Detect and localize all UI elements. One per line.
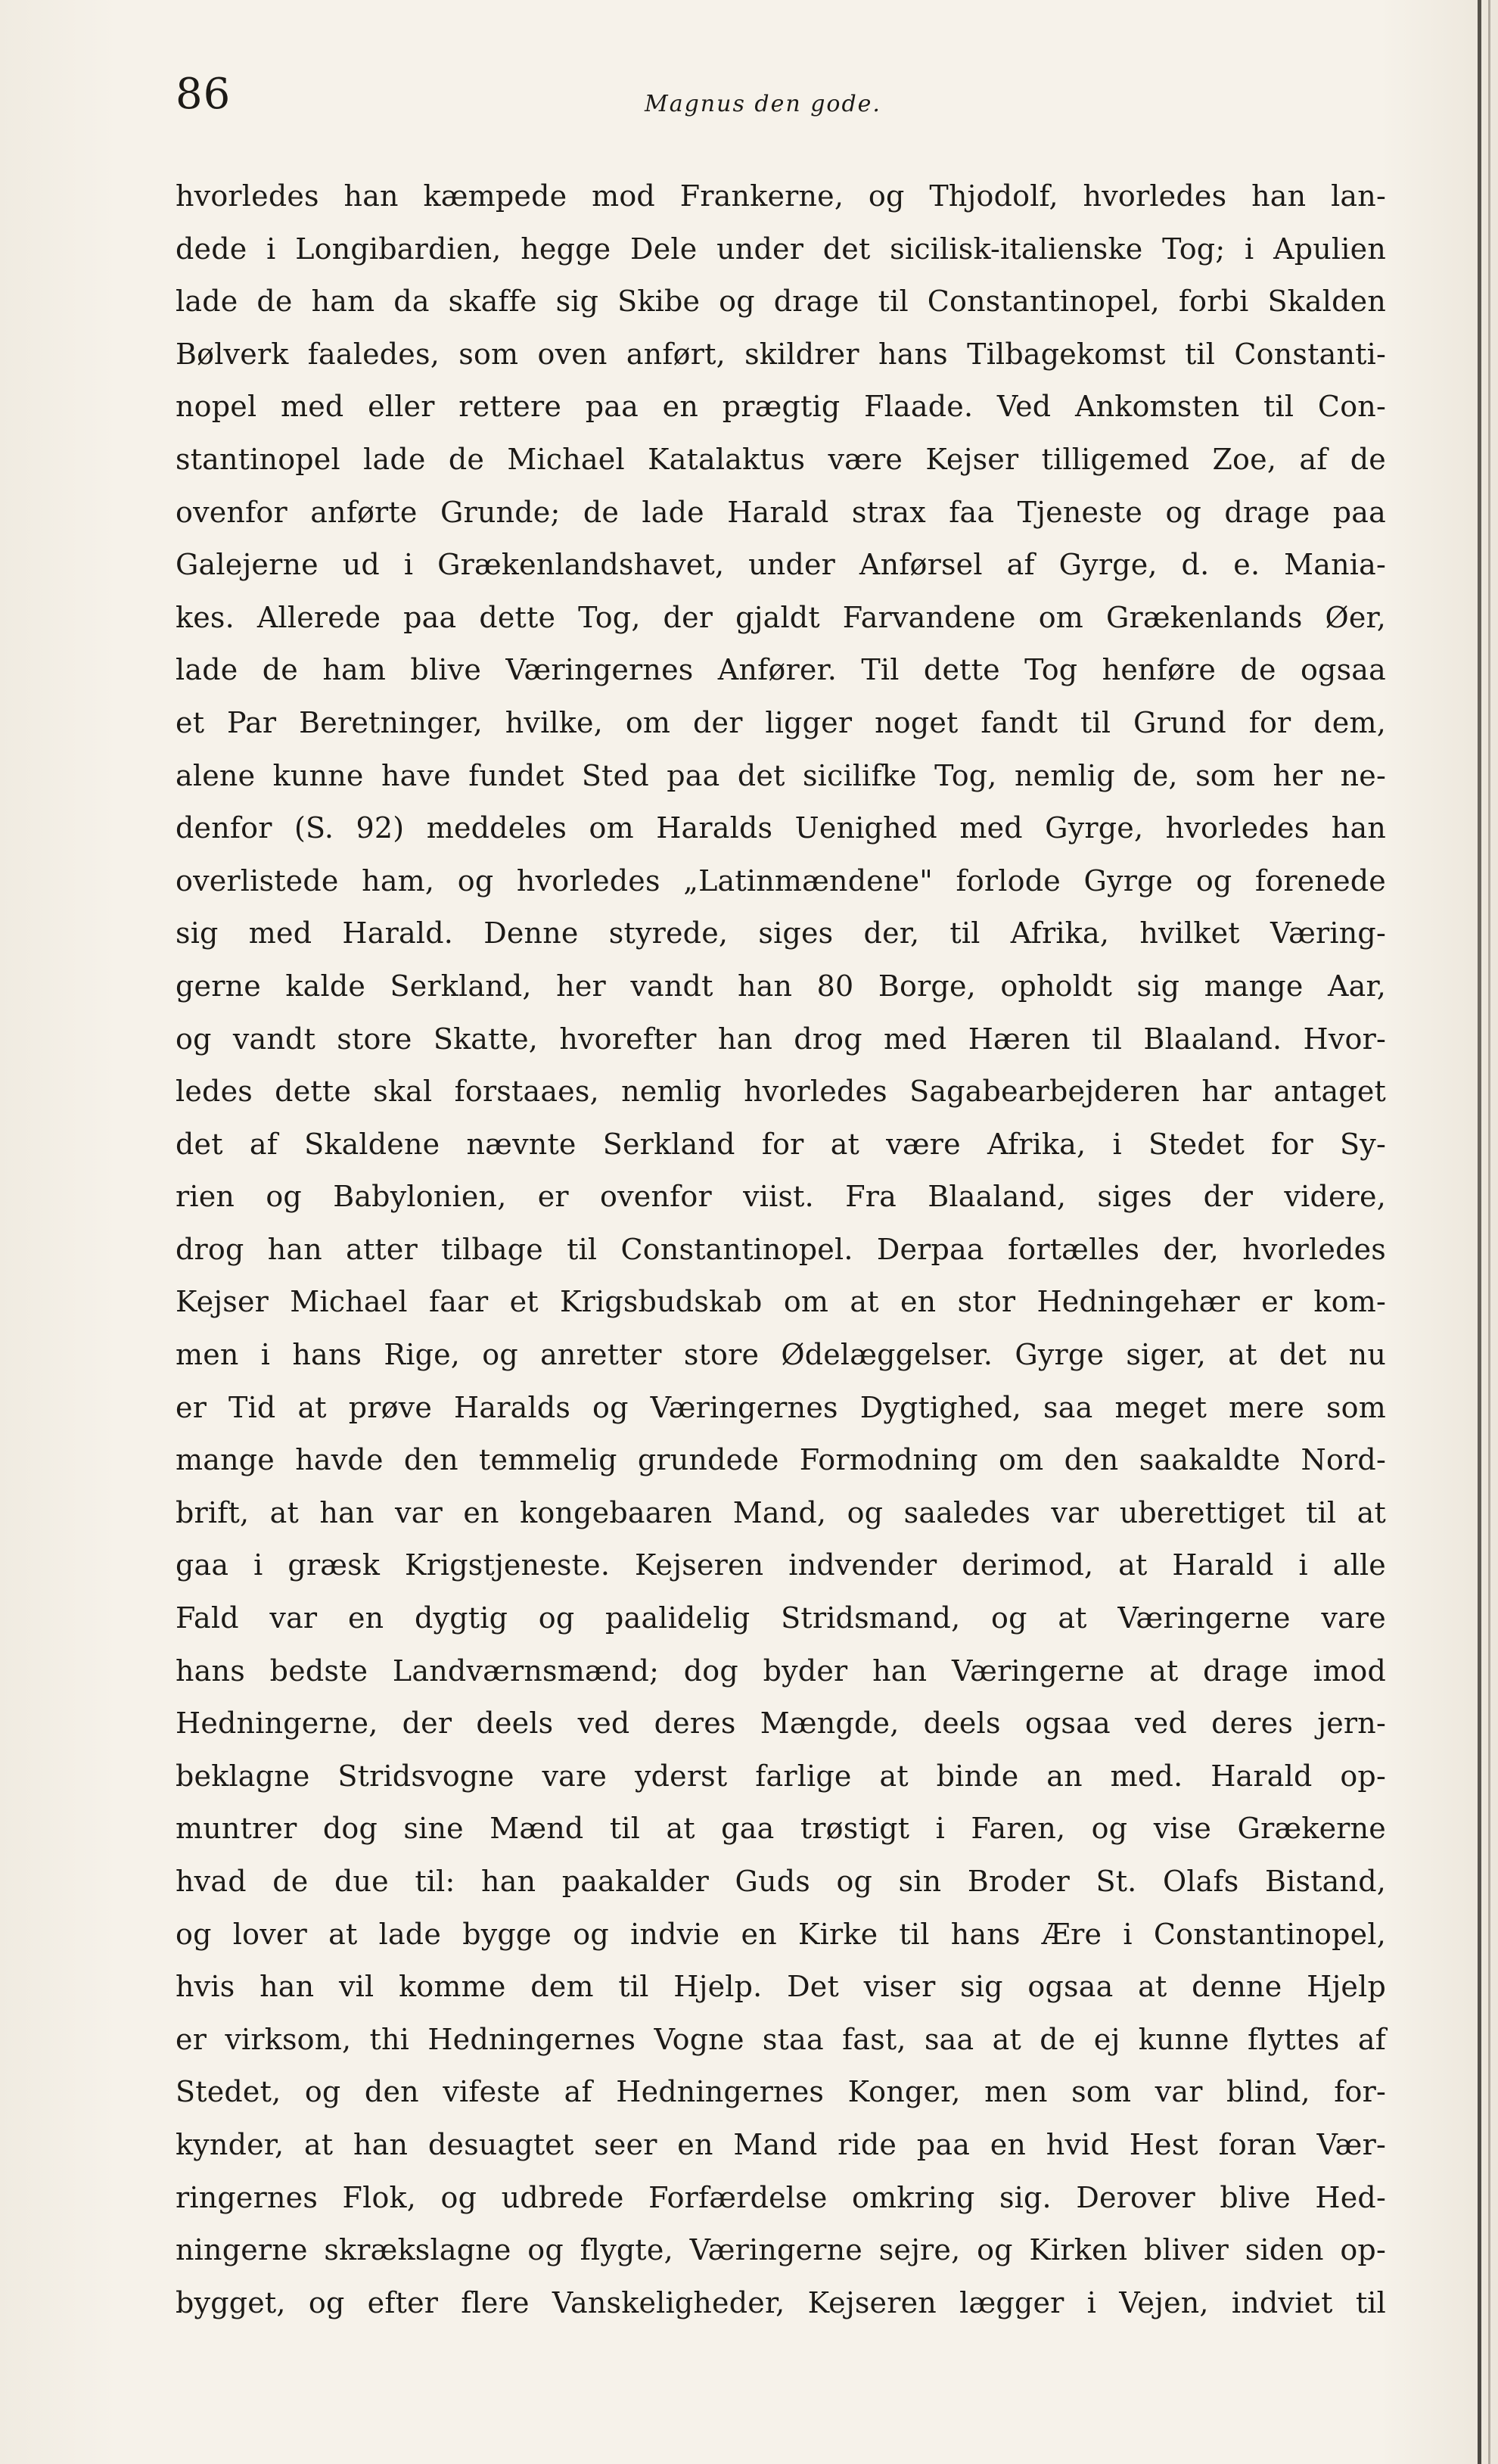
page-header [176, 70, 1416, 123]
text-line: Galejerne ud i Grækenlandshavet, under Anførsel af Gyrge, d. e. Mania- [176, 548, 1386, 582]
text-line: beklagne Stridsvogne vare yderst farlige at binde an med. Harald op- [176, 1759, 1386, 1793]
text-line: ringernes Flok, og udbrede Forfærdelse omkring sig. Derover blive Hed- [176, 2180, 1386, 2214]
text-line: hvad de due til: han paakalder Guds og sin Broder St. Olafs Bistand, [176, 1865, 1386, 1898]
text-line: overlistede ham, og hvorledes „Latinmændene" forlode Gyrge og forenede [176, 863, 1386, 898]
text-line: sig med Harald. Denne styrede, siges der, til Afrika, hvilket Væring- [176, 916, 1386, 950]
text-line: hvorledes han kæmpede mod Frankerne, og Thjodolf, hvorledes han lan- [176, 179, 1386, 213]
text-line: Kejser Michael faar et Krigsbudskab om at en stor Hedningehær er kom- [176, 1285, 1386, 1319]
text-line: er virksom, thi Hedningernes Vogne staa fast, saa at de ej kunne flyttes af [176, 2022, 1386, 2056]
text-line: Bølverk faaledes, som oven anført, skildrer hans Tilbagekomst til Constanti- [176, 337, 1386, 371]
text-line: lade de ham blive Væringernes Anfører. Til dette Tog henføre de ogsaa [176, 653, 1386, 687]
text-line: gaa i græsk Krigstjeneste. Kejseren indvender derimod, at Harald i alle [176, 1548, 1386, 1582]
text-line: Fald var en dygtig og paalidelig Stridsmand, og at Væringerne vare [176, 1601, 1386, 1635]
text-line: stantinopel lade de Michael Katalaktus være Kejser tilligemed Zoe, af de [176, 442, 1386, 476]
text-line: et Par Beretninger, hvilke, om der ligger noget fandt til Grund for dem, [176, 705, 1386, 739]
text-line: rien og Babylonien, er ovenfor viist. Fra Blaaland, siges der videre, [176, 1180, 1386, 1214]
text-line: alene kunne have fundet Sted paa det sicilifke Tog, nemlig de, som her ne- [176, 758, 1386, 792]
text-line: er Tid at prøve Haralds og Væringernes Dygtighed, saa meget mere som [176, 1390, 1386, 1424]
text-line: gerne kalde Serkland, her vandt han 80 Borge, opholdt sig mange Aar, [176, 969, 1386, 1003]
page-number: 86 [176, 70, 232, 119]
text-line: hvis han vil komme dem til Hjelp. Det viser sig ogsaa at denne Hjelp [176, 1970, 1386, 2004]
text-line: kes. Allerede paa dette Tog, der gjaldt Farvandene om Grækenlands Øer, [176, 600, 1386, 634]
text-line: Hedningerne, der deels ved deres Mængde, deels ogsaa ved deres jern- [176, 1706, 1386, 1741]
page-edge-line [1488, 0, 1490, 2464]
text-line: muntrer dog sine Mænd til at gaa trøstigt i Faren, og vise Grækerne [176, 1812, 1386, 1846]
text-line: ovenfor anførte Grunde; de lade Harald strax faa Tjeneste og drage paa [176, 495, 1386, 529]
text-line: kynder, at han desuagtet seer en Mand ride paa en hvid Hest foran Vær- [176, 2127, 1386, 2161]
text-line: mange havde den temmelig grundede Formodning om den saakaldte Nord- [176, 1443, 1386, 1477]
text-line: dede i Longibardien, hegge Dele under det sicilisk-italienske Tog; i Apulien [176, 232, 1386, 266]
page-edge-shadow [1478, 0, 1481, 2464]
text-line: drog han atter tilbage til Constantinopel. Derpaa fortælles der, hvorledes [176, 1232, 1386, 1266]
text-line: og vandt store Skatte, hvorefter han drog med Hæren til Blaaland. Hvor- [176, 1022, 1386, 1056]
text-line: det af Skaldene nævnte Serkland for at være Afrika, i Stedet for Sy- [176, 1127, 1386, 1161]
text-line: hans bedste Landværnsmænd; dog byder han Væringerne at drage imod [176, 1654, 1386, 1688]
text-line: men i hans Rige, og anretter store Ødelæggelser. Gyrge siger, at det nu [176, 1338, 1386, 1372]
text-line: og lover at lade bygge og indvie en Kirke til hans Ære i Constantinopel, [176, 1917, 1386, 1951]
text-line: bygget, og efter flere Vanskeligheder, Kejseren lægger i Vejen, indviet til [176, 2285, 1386, 2319]
text-line: Stedet, og den vifeste af Hedningernes Konger, men som var blind, for- [176, 2075, 1386, 2109]
text-line: ledes dette skal forstaaes, nemlig hvorledes Sagabearbejderen har antaget [176, 1075, 1386, 1109]
text-line: nopel med eller rettere paa en prægtig Flaade. Ved Ankomsten til Con- [176, 390, 1386, 424]
body-text [176, 170, 1386, 2329]
text-line: lade de ham da skaffe sig Skibe og drage til Constantinopel, forbi Skalden [176, 285, 1386, 319]
text-line: denfor (S. 92) meddeles om Haralds Uenighed med Gyrge, hvorledes han [176, 811, 1386, 845]
text-line: ningerne skrækslagne og flygte, Væringerne sejre, og Kirken bliver siden op- [176, 2233, 1386, 2267]
running-head: Magnus den gode. [645, 91, 881, 117]
text-line: brift, at han var en kongebaaren Mand, og saaledes var uberettiget til at [176, 1495, 1386, 1529]
